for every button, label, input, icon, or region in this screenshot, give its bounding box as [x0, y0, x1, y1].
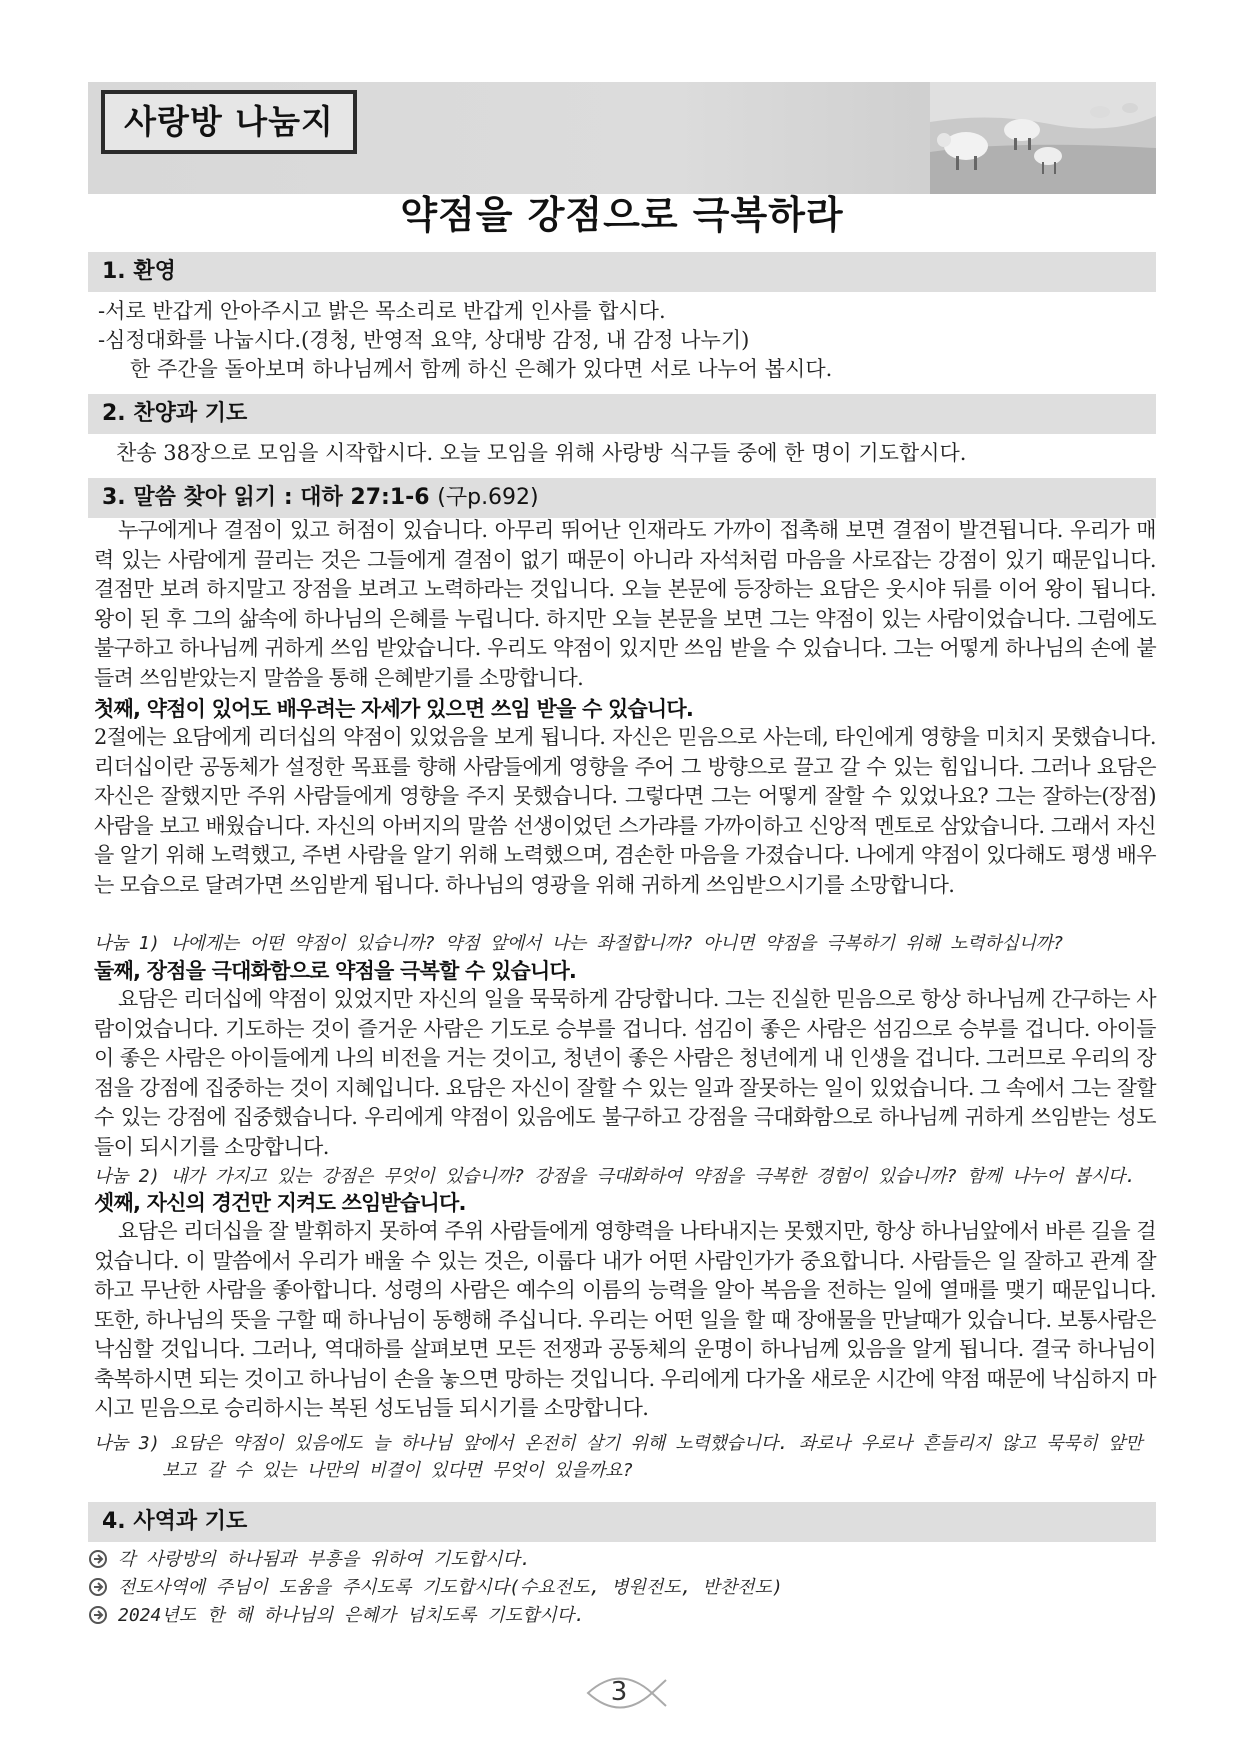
body-3: 요담은 리더십을 잘 발휘하지 못하여 주위 사람들에게 영향력을 나타내지는 못했지만, 항상 하나님앞에서 바른 길을 걸었습니다. 이 말씀에서 우리가 배울 수 있는 것은, 이룹다 내가 어떤 사람인가가 중요합니다. 사람들은 일 잘하고 관계 잘 하고 무난한 사람을 좋아합니다. 성령의 사람은 예수의 이름의 능력을 알아 복음을 전하는 일에 열매를 맺기 때문입니다. 또한, 하나님의 뜻을 구할 때 하나님이 동행해 주십니다. 우리는 어떤 일을 할 때 장애물을 만날때가 있습니다. 보통사람은 낙심할 것입니다. 그러나, 역대하를 살펴보면 모든 전쟁과 공동체의 운명이 하나님께 있음을 알게 됩니다. 결국 하나님이 축복하시면 되는 것이고 하나님이 손을 놓으면 망하는 것입니다. 우리에게 다가올 새로운 시간에 약점 때문에 낙심하지 마시고 믿음으로 승리하시는 복된 성도님들 되시기를 소망합니다.	[94, 1219, 1156, 1420]
prayer-item-text: 전도사역에 주님이 도움을 주시도록 기도합시다(수요전도, 병원전도, 반찬전도)	[118, 1577, 783, 1598]
share-3-line-1: 나눔 3) 요담은 약점이 있음에도 늘 하나님 앞에서 온전히 살기 위해 노력했습니다. 좌로나 우로나 흔들리지 않고 묵묵히 앞만	[94, 1433, 1143, 1454]
sheep-photo	[930, 82, 1156, 194]
point-3: 셋째, 자신의 경건만 지켜도 쓰임받습니다.	[94, 1191, 466, 1215]
point-1: 첫째, 약점이 있어도 배우려는 자세가 있으면 쓰임 받을 수 있습니다.	[94, 697, 694, 721]
arrow-circle-icon	[88, 1605, 108, 1625]
prayer-item-text: 각 사랑방의 하나됨과 부흥을 위하여 기도합시다.	[118, 1549, 531, 1570]
welcome-line-1: -서로 반갑게 안아주시고 밝은 목소리로 반갑게 인사를 합시다.	[98, 299, 666, 323]
header-label: 사랑방 나눔지	[101, 90, 357, 154]
body-2: 요담은 리더십에 약점이 있었지만 자신의 일을 묵묵하게 감당합니다. 그는 진실한 믿음으로 항상 하나님께 간구하는 사람이었습니다. 기도하는 것이 즐거운 사람은 기도로 승부를 겁니다. 섬김이 좋은 사람은 섬김으로 승부를 겁니다. 아이들이 좋은 사람은 아이들에게 나의 비전을 거는 것이고, 청년이 좋은 사람은 청년에게 내 인생을 겁니다. 그러므로 우리의 장점을 강점에 집중하는 것이 지혜입니다. 요담은 자신이 잘할 수 있는 일과 잘못하는 일이 있었습니다. 그 속에서 그는 잘할 수 있는 강점에 집중했습니다. 우리에게 약점이 있음에도 불구하고 강점을 극대화함으로 하나님께 귀하게 쓰임받는 성도들이 되시기를 소망합니다.	[94, 987, 1156, 1159]
body-1: 2절에는 요담에게 리더십의 약점이 있었음을 보게 됩니다. 자신은 믿음으로 사는데, 타인에게 영향을 미치지 못했습니다. 리더십이란 공동체가 설정한 목표를 향해 사람들에게 영향을 주어 그 방향으로 끌고 갈 수 있는 힘입니다. 그러나 요담은 자신은 잘했지만 주위 사람들에게 영향을 주지 못했습니다. 그렇다면 그는 어떻게 잘할 수 있었나요? 그는 잘하는(장점) 사람을 보고 배웠습니다. 자신의 아버지의 말씀 선생이었던 스가랴를 가까이하고 신앙적 멘토로 삼았습니다. 그래서 자신을 알기 위해 노력했고, 주변 사람을 알기 위해 노력했으며, 겸손한 마음을 가졌습니다. 나에게 약점이 있다해도 평생 배우는 모습으로 달려가면 쓰임받게 됩니다. 하나님의 영광을 위해 귀하게 쓰임받으시기를 소망합니다.	[94, 725, 1156, 897]
prayer-item	[88, 1574, 783, 1602]
arrow-circle-icon	[88, 1577, 108, 1597]
scripture-heading-text: 3. 말씀 찾아 읽기 : 대하 27:1-6	[102, 485, 430, 510]
praise-line: 찬송 38장으로 모임을 시작합시다. 오늘 모임을 위해 사랑방 식구들 중에 한 명이 기도합시다.	[116, 441, 967, 465]
page-number: 3	[610, 1677, 628, 1707]
section-heading-scripture	[88, 478, 1156, 518]
share-1: 나눔 1) 나에게는 어떤 약점이 있습니까? 약점 앞에서 나는 좌절합니까? 아니면 약점을 극복하기 위해 노력하십니까?	[94, 933, 1064, 954]
section-heading-ministry: 4. 사역과 기도	[88, 1502, 1156, 1542]
point-2: 둘째, 장점을 극대화함으로 약점을 극복할 수 있습니다.	[94, 959, 577, 983]
scripture-ref: (구p.692)	[437, 485, 539, 510]
prayer-item	[88, 1546, 531, 1574]
prayer-item	[88, 1602, 585, 1630]
welcome-line-2: -심정대화를 나눕시다.(경청, 반영적 요약, 상대방 감정, 내 감정 나누기)	[98, 328, 750, 352]
share-3-line-2-text: 보고 갈 수 있는 나만의 비결이 있다면 무엇이 있을까요?	[162, 1460, 633, 1481]
share-2: 나눔 2) 내가 가지고 있는 강점은 무엇이 있습니까? 강점을 극대화하여 약점을 극복한 경험이 있습니까? 함께 나누어 봅시다.	[94, 1166, 1136, 1187]
section-heading-praise: 2. 찬양과 기도	[88, 394, 1156, 434]
page-title: 약점을 강점으로 극복하라	[400, 193, 844, 237]
share-3-line-2	[94, 1457, 1162, 1484]
prayer-item-text: 2024년도 한 해 하나님의 은혜가 넘치도록 기도합시다.	[118, 1605, 585, 1626]
welcome-line-3: 한 주간을 돌아보며 하나님께서 함께 하신 은혜가 있다면 서로 나누어 봅시다.	[130, 357, 833, 381]
arrow-circle-icon	[88, 1549, 108, 1569]
scripture-intro: 누구에게나 결점이 있고 허점이 있습니다. 아무리 뛰어난 인재라도 가까이 접촉해 보면 결점이 발견됩니다. 우리가 매력 있는 사람에게 끌리는 것은 그들에게 결점이 없기 때문이 아니라 자석처럼 마음을 사로잡는 강점이 있기 때문입니다. 결점만 보려 하지말고 장점을 보려고 노력하라는 것입니다. 오늘 본문에 등장하는 요담은 웃시야 뒤를 이어 왕이 됩니다. 왕이 된 후 그의 삶속에 하나님의 은혜를 누립니다. 하지만 오늘 본문을 보면 그는 약점이 있는 사람이었습니다. 그럼에도 불구하고 하나님께 귀하게 쓰임 받았습니다. 우리도 약점이 있지만 쓰임 받을 수 있습니다. 그는 어떻게 하나님의 손에 붙들려 쓰임받았는지 말씀을 통해 은혜받기를 소망합니다.	[94, 518, 1156, 690]
section-heading-welcome: 1. 환영	[88, 252, 1156, 292]
